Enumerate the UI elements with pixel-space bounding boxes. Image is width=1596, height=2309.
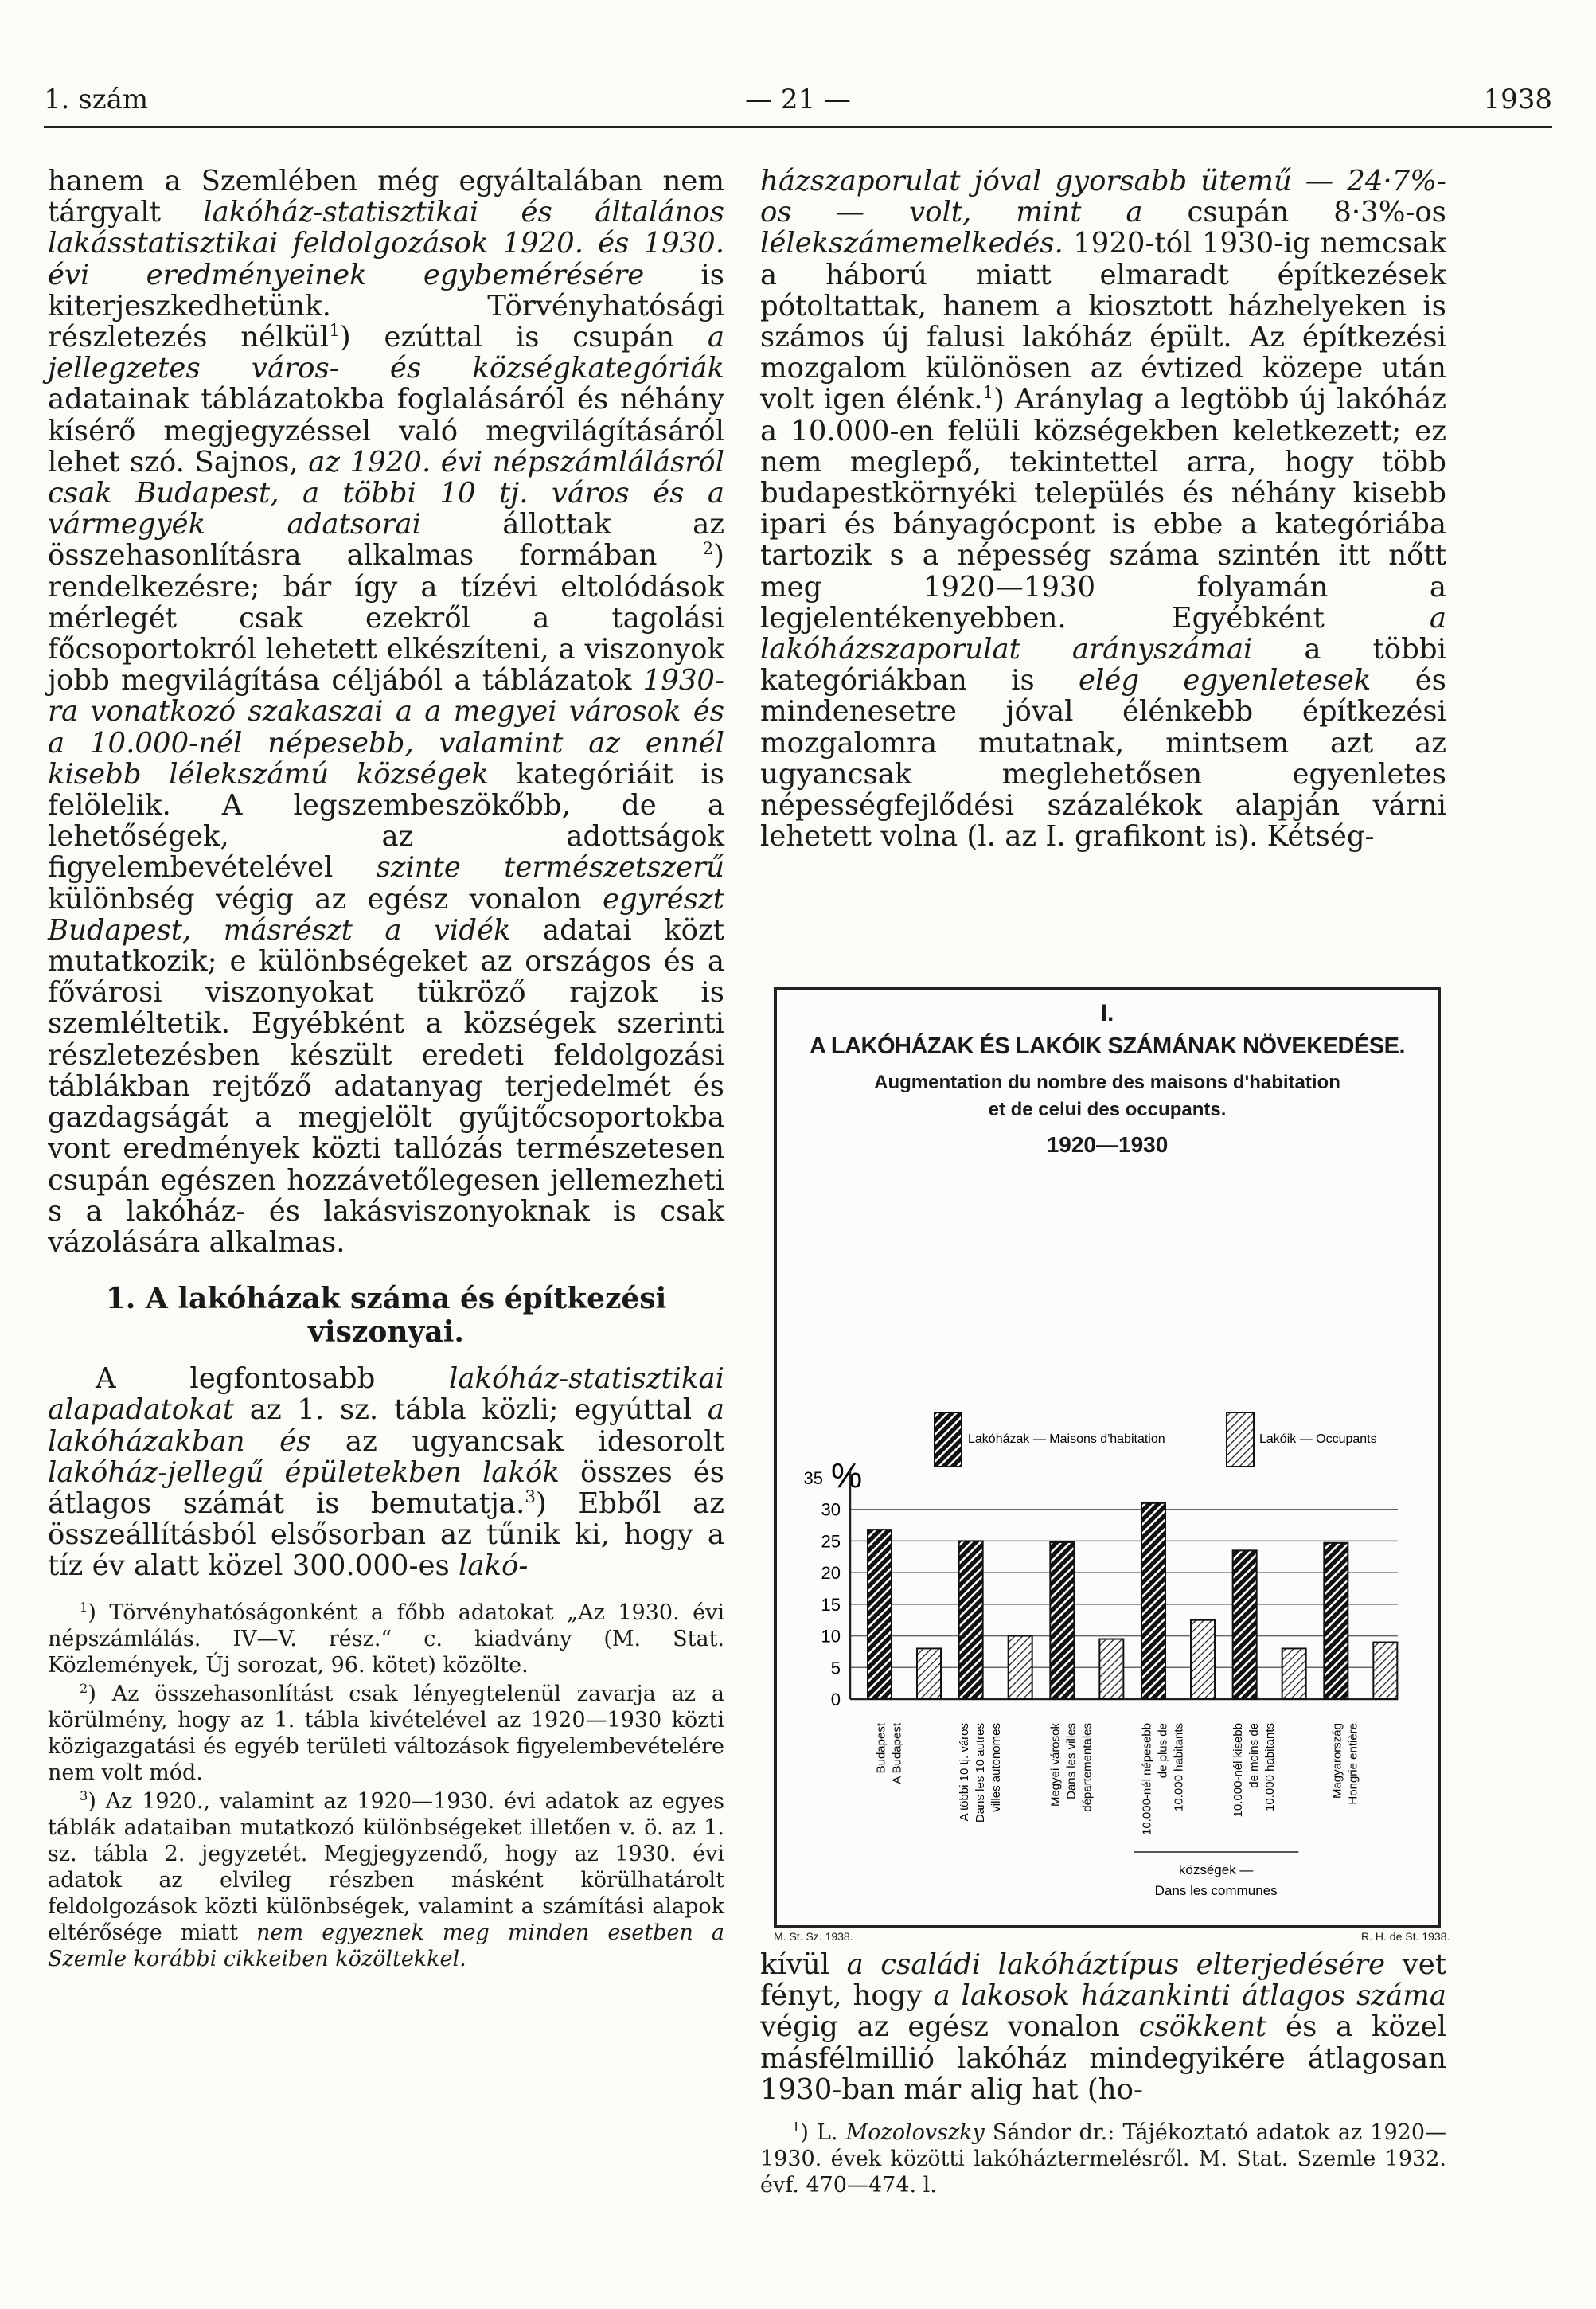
right-column (760, 166, 1446, 852)
y-tick-label: 5 (830, 1658, 841, 1678)
footnote-marker: 2 (80, 1680, 88, 1696)
unit-label: % (831, 1456, 863, 1495)
bar (1050, 1542, 1074, 1699)
footnotes (48, 1600, 724, 1972)
category-label: Budapest (874, 1723, 888, 1774)
paragraph (48, 1363, 724, 1581)
group-label: Dans les communes (1154, 1883, 1278, 1898)
year: 1938 (1483, 84, 1552, 115)
y-tick-label: 30 (821, 1499, 841, 1520)
footnote-marker: 3 (80, 1787, 88, 1803)
category-label: A Budapest (890, 1723, 904, 1784)
footnote-marker: 2 (702, 539, 714, 560)
category-label: Megyei városok (1048, 1723, 1063, 1807)
bar (1009, 1636, 1032, 1699)
text-run: ) ezúttal is csupán (339, 321, 708, 354)
text-run: állottak az összehasonlításra alkalmas formában (48, 508, 724, 572)
text-run: 1920-tól 1930-ig nemcsak a háború miatt elmaradt építkezések pótoltattak, hanem a kiosztott házhelyeken is számos új falusi lakóház épült. Az építkezési mozgalom különösen az évtized közepe után volt igen élénk. (760, 227, 1446, 416)
figure-stamp: M. St. Sz. 1938. (774, 1930, 853, 1943)
emphasis: lakóház-statisztikai alapadatokat (48, 1362, 724, 1427)
group-label: községek — (1178, 1862, 1254, 1877)
header-rule (44, 126, 1552, 128)
y-tick-label: 35 (803, 1468, 823, 1488)
bar (1141, 1503, 1165, 1699)
text-run: ) Törvényhatóságonként a főbb adatokat „Az 1930. évi népszámlálás. IV—V. rész.“ c. kiadvány (M. Stat. Közlemények, Új sorozat, 96. kötet) közölte. (48, 1600, 724, 1678)
y-tick-label: 10 (821, 1626, 841, 1647)
bar (959, 1541, 983, 1699)
legend-swatch (1227, 1412, 1254, 1467)
bar (868, 1530, 892, 1699)
emphasis: a lakosok házankinti átlagos száma (933, 1979, 1446, 2013)
left-column (48, 166, 724, 1975)
text-run: különbség végig az egész vonalon (48, 882, 603, 916)
category-label: Dans les villes (1064, 1723, 1079, 1799)
emphasis: szinte természetszerű (376, 851, 724, 885)
y-tick-label: 15 (821, 1594, 841, 1615)
bar (1282, 1648, 1306, 1699)
text-run: A legfontosabb (96, 1362, 450, 1396)
text-run: Sándor dr.: Tájékoztató adatok az 1920—1930. évek közötti lakóháztermelésről. M. Stat. Szemle 1932. évf. 470—474. l. (760, 2120, 1447, 2198)
text-run: ) Ebből az összeállításból elsősorban az tűnik ki, hogy a tíz év alatt közel 300.000-es (48, 1487, 724, 1583)
category-label: A többi 10 tj. város (958, 1723, 971, 1822)
category-label: 10.000-nél népesebb (1140, 1723, 1154, 1835)
bar (1373, 1643, 1397, 1699)
legend-swatch (935, 1412, 962, 1467)
emphasis: lélekszámemelkedés. (760, 227, 1063, 260)
emphasis: lakóház-jellegű épületekben lakók (48, 1455, 560, 1489)
figure-years: 1920—1930 (1046, 1132, 1169, 1157)
paragraph (760, 166, 1446, 852)
bar-chart (777, 990, 1438, 1925)
y-tick-label: 0 (830, 1690, 841, 1709)
footnote-marker: 1 (329, 321, 340, 342)
footnote (48, 1681, 724, 1786)
text-run: kategóriáit is felölelik. A legszembeszökőbb, de a lehetőségek, az adottságok figyelembevételével (48, 757, 724, 885)
text-run: csupán 8·3%-os (1142, 196, 1447, 229)
text-run: ) Az összehasonlítást csak lényegtelenül zavarja az a körülmény, hogy az 1. tábla kivételével az 1920—1930 közti közigazgatási és egyéb területi változások figyelembevételére nem volt mód. (48, 1681, 724, 1785)
emphasis: csökkent (1138, 2010, 1267, 2044)
emphasis: a jellegzetes város- és községkategóriák (48, 321, 724, 385)
text-run: és a közel másfélmillió lakóház mindegyikére átlagosan 1930-ban már alig hat (ho- (760, 2010, 1446, 2106)
text-run: ) L. (800, 2120, 846, 2146)
y-tick-label: 25 (821, 1531, 841, 1552)
footnote (48, 1788, 724, 1972)
text-run: és mindenesetre jóval élénkebb építkezési mozgalomra mutatnak, mintsem azt az ugyancsak meglehetősen egyenletes népességfejlődési százalékok alapján várni lehetett volna (l. az I. grafikont is). Kétség- (760, 664, 1446, 854)
section-heading: 1. A lakóházak száma és építkezési viszonyai. (105, 1282, 667, 1350)
legend-label: Lakóik — Occupants (1259, 1432, 1377, 1446)
category-label: 10.000-nél kisebb (1231, 1723, 1245, 1818)
figure-title: A LAKÓHÁZAK ÉS LAKÓIK SZÁMÁNAK NÖVEKEDÉSE. (809, 1033, 1406, 1059)
text-run: a többi kategóriákban is (760, 633, 1446, 697)
category-label: 10.000 habitants (1263, 1723, 1277, 1811)
emphasis: elég egyenletesek (1079, 664, 1372, 697)
page-number: — 21 — (745, 84, 851, 115)
text-run: az ugyancsak idesorolt (310, 1424, 725, 1458)
page-header (44, 84, 1552, 123)
text-run: végig az egész vonalon (760, 2010, 1139, 2044)
emphasis: Mozolovszky (845, 2120, 985, 2146)
bar (917, 1648, 941, 1699)
figure-subtitle: Augmentation du nombre des maisons d'habitation (874, 1072, 1340, 1093)
text-run: adatai közt mutatkozik; e különbségeket az országos és a fővárosi viszonyokat tükröző rajzok is szemléltetik. Egyébként a községek szerinti részletezésben készült eredeti feldolgozási táblákban rejtőző adatanyag terjedelmét és gazdagságát a megjelölt gyűjtőcsoportokba vont eredmények közti tallózás természetesen csupán egészen hozzávetőlegesen jellemezheti s a lakóház- és lakásviszonyoknak is csak vázolására alkalmas. (48, 913, 724, 1259)
text-run: hanem a Szemlében még egyáltalában nem tárgyalt (48, 165, 724, 229)
footnote (760, 2120, 1446, 2198)
emphasis: házszaporulat jóval gyorsabb ütemű — 24·7%-os — volt, mint a (760, 165, 1446, 229)
figure (774, 987, 1441, 1928)
emphasis: a lakóházszaporulat arányszámai (760, 601, 1446, 666)
figure-stamp: R. H. de St. 1938. (1361, 1930, 1450, 1943)
text-run: adatainak táblázatokba foglalásáról és néhány kísérő megjegyzéssel való megvilágításáról lehet szó. Sajnos, (48, 383, 724, 479)
legend-label: Lakóházak — Maisons d'habitation (968, 1432, 1165, 1446)
footnote (48, 1600, 724, 1678)
text-run: ) Aránylag a legtöbb új lakóház a 10.000-en felüli községekben keletkezett; ez nem meglepő, tekintettel arra, hogy több budapestkörnyéki település és néhány kisebb ipari és bányagócpont is ebbe a kategóriába tartozik s a népesség száma szintén itt nőtt meg 1920—1930 folyamán a legjelentékenyebben. Egyébként (760, 383, 1446, 635)
footnote-marker: 1 (792, 2120, 801, 2135)
text-run: is kiterjeszkedhetünk. Törvényhatósági részletezés nélkül (48, 258, 724, 354)
bar (1191, 1620, 1215, 1699)
footnote-marker: 1 (982, 383, 994, 404)
emphasis: a családi lakóháztípus elterjedésére (846, 1948, 1386, 1981)
category-label: Magyarország (1330, 1723, 1344, 1799)
emphasis: nem egyeznek meg minden esetben a Szemle korábbi cikkeiben közöltekkel. (48, 1920, 724, 1971)
text-run: vet fényt, hogy (760, 1948, 1446, 2013)
bar (1099, 1639, 1123, 1699)
category-label: départementales (1080, 1723, 1095, 1812)
figure-subtitle: et de celui des occupants. (988, 1099, 1227, 1120)
category-label: Dans les 10 autres (974, 1723, 987, 1823)
figure-number: I. (1100, 1000, 1114, 1026)
bar (1233, 1550, 1257, 1699)
text-run: ) Az 1920., valamint az 1920—1930. évi adatok az egyes táblák adataiban mutatkozó különbségeket illetően v. ö. az 1. sz. tábla 2. jegyzetét. Megjegyzendő, hogy az 1930. évi adatok az elvileg részben másként körülhatárolt feldolgozások közti különbségek, valamint a számítási alapok eltérősége miatt (48, 1788, 724, 1945)
y-tick-label: 20 (821, 1563, 841, 1584)
footnote-marker: 3 (525, 1487, 536, 1508)
emphasis: az 1920. évi népszámlálásról csak Budapest, a többi 10 tj. város és a vármegyék adatsorai (48, 445, 724, 541)
text-run: ) rendelkezésre; bár így a tízévi eltolódások mérlegét csak ezekről a tagolási főcsoportokról lehetett elkészíteni, a viszonyok jobb megvilágítása céljából a táblázatok (48, 539, 724, 697)
right-column-continued (760, 1949, 1446, 2198)
emphasis: 1930-ra vonatkozó szakaszai a a megyei városok és a 10.000-nél népesebb, valamint az ennél kisebb lélekszámú községek (48, 664, 724, 791)
text-run: kívül (760, 1948, 847, 1981)
text-run: összes és átlagos számát is bemutatja. (48, 1455, 724, 1520)
text-run: az 1. sz. tábla közli; egyúttal (234, 1393, 708, 1427)
category-label: 10.000 habitants (1172, 1723, 1186, 1811)
issue-number: 1. szám (44, 84, 149, 115)
footnote-marker: 1 (80, 1599, 88, 1615)
emphasis: a lakóházakban és (48, 1393, 724, 1458)
emphasis: lakó- (459, 1549, 529, 1583)
bar (1324, 1543, 1348, 1699)
emphasis: lakóház-statisztikai és általános lakásstatisztikai feldolgozások 1920. és 1930. évi eredményeinek egybemérésére (48, 196, 725, 291)
paragraph (760, 1949, 1446, 2105)
category-label: de moins de (1247, 1723, 1261, 1788)
paragraph (48, 166, 724, 1258)
category-label: de plus de (1156, 1723, 1170, 1779)
category-label: villes autonomes (989, 1723, 1003, 1812)
emphasis: egyrészt Budapest, másrészt a vidék (48, 882, 724, 947)
category-label: Hongrie entière (1346, 1723, 1360, 1805)
